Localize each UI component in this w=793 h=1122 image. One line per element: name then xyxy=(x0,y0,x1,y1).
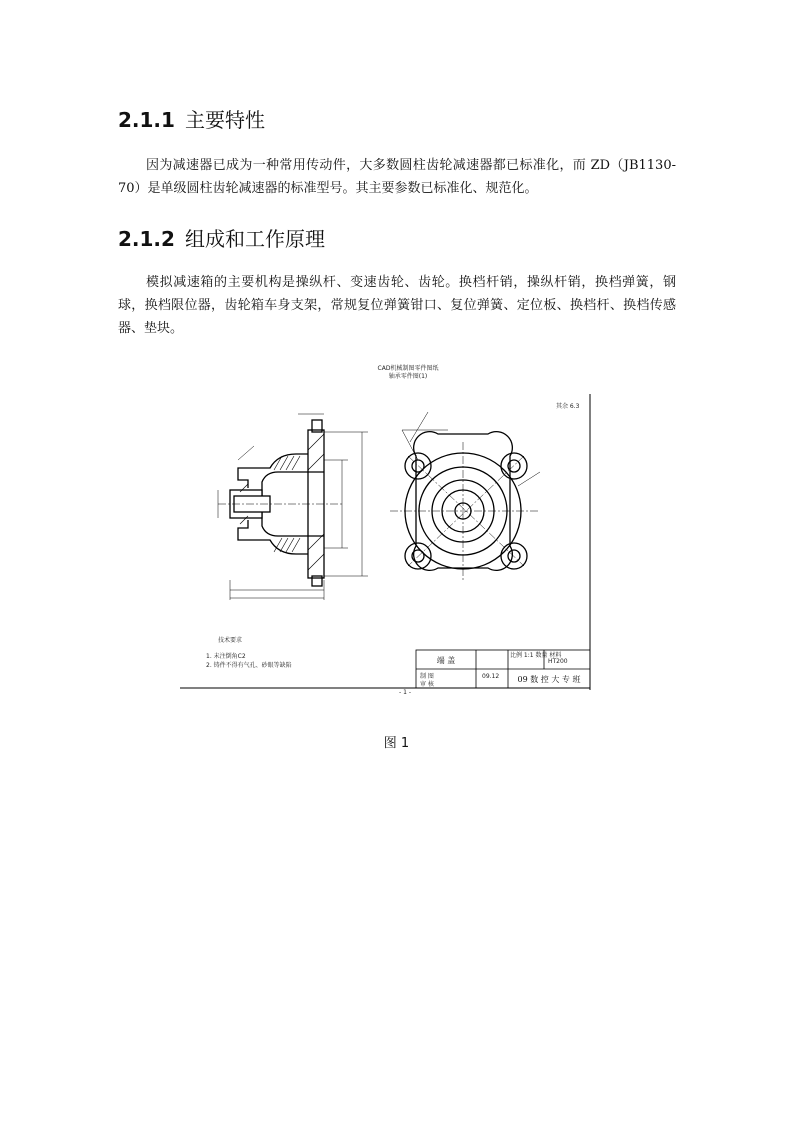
section-number: 2.1.1 xyxy=(118,108,175,132)
tech-requirements-title: 技术要求 xyxy=(218,637,243,644)
title-block-checked: 审 核 xyxy=(420,681,434,688)
section-title: 组成和工作原理 xyxy=(184,227,325,251)
paragraph-main-features: 因为减速器已成为一种常用传动件，大多数圆柱齿轮减速器都已标准化，而 ZD（JB1130-70）是单级圆柱齿轮减速器的标准型号。其主要参数已标准化、规范化。 xyxy=(118,158,676,196)
title-block-drawn: 制 图 xyxy=(420,673,434,680)
section-heading-2-1-2 xyxy=(118,223,325,252)
front-view xyxy=(390,412,540,582)
title-block-part-name: 端 盖 xyxy=(436,656,456,665)
figure-caption: 图 1 xyxy=(383,736,410,751)
section-heading-2-1-1 xyxy=(118,104,265,133)
drawing-header-line2: 轴承零件图(1) xyxy=(388,373,428,380)
section-title: 主要特性 xyxy=(184,108,265,132)
title-block-date: 09.12 xyxy=(482,673,500,680)
section-number: 2.1.2 xyxy=(118,227,175,251)
title-block-scale: 比例 1:1 数量 材料 xyxy=(510,652,562,659)
title-block-class: 09 数 控 大 专 班 xyxy=(517,675,581,684)
title-block-material: HT200 xyxy=(548,658,568,665)
drawing-page-mark: - 1 - xyxy=(399,689,411,696)
section-view xyxy=(218,414,368,600)
drawing-header-line1: CAD机械制图零件图纸 xyxy=(377,365,439,372)
tech-requirement-1: 1. 未注倒角C2 xyxy=(206,653,246,660)
surface-roughness-label: 其余 6.3 xyxy=(556,403,580,410)
engineering-drawing xyxy=(178,360,596,696)
tech-requirement-2: 2. 铸件不得有气孔、砂眼等缺陷 xyxy=(206,662,292,669)
paragraph-composition: 模拟减速箱的主要机构是操纵杆、变速齿轮、齿轮。换档杆销，操纵杆销，换档弹簧，钢球，换档限位器，齿轮箱车身支架，常规复位弹簧钳口、复位弹簧、定位板、换档杆、换档传感器、垫块。 xyxy=(118,275,676,336)
